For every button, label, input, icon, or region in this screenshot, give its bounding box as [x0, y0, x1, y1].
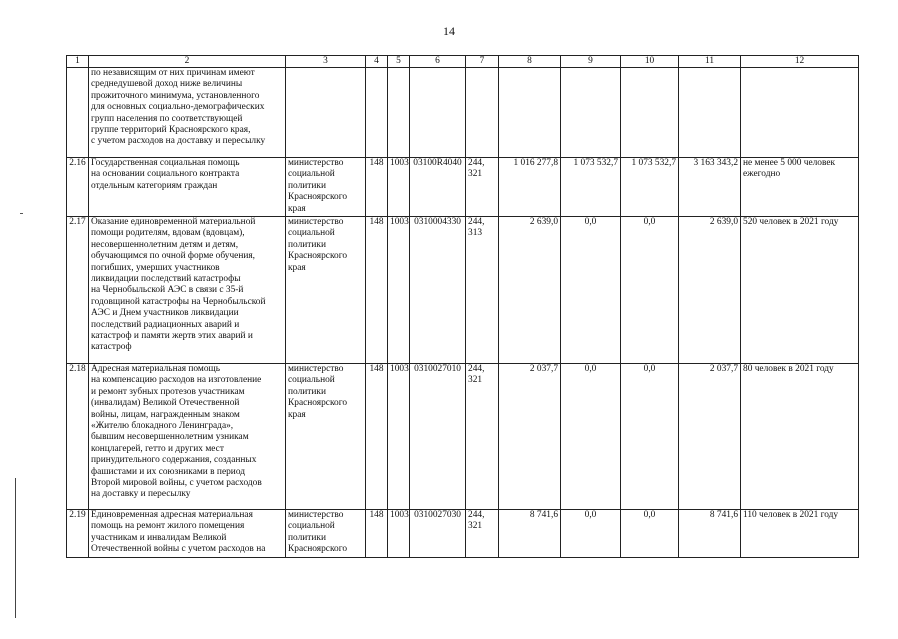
amount-col-10: 0,0 [621, 510, 679, 558]
target-article-code: 0310004330 [410, 217, 466, 364]
column-header-8: 8 [499, 56, 561, 68]
table-row [67, 217, 859, 364]
target-article-code: 03100R4040 [410, 158, 466, 217]
amount-col-10: 1 073 532,7 [621, 158, 679, 217]
amount-col-10: 0,0 [621, 217, 679, 364]
column-header-1: 1 [67, 56, 89, 68]
page-number: 14 [443, 24, 455, 38]
expected-result: 520 человек в 2021 году [741, 217, 859, 364]
section-code: 1003 [388, 364, 410, 510]
amount-col-8: 8 741,6 [499, 510, 561, 558]
table-row [67, 364, 859, 510]
expected-result: 110 человек в 2021 году [741, 510, 859, 558]
row-number: 2.16 [67, 158, 89, 217]
cell-empty [561, 68, 621, 158]
cell-empty [410, 68, 466, 158]
expense-type-code: 244, 321 [466, 158, 499, 217]
executor: министерство социальной политики Красноярского края [286, 158, 366, 217]
amount-col-9: 0,0 [561, 364, 621, 510]
table-row [67, 158, 859, 217]
table-row [67, 510, 859, 558]
expense-type-code: 244, 321 [466, 510, 499, 558]
scan-artifact-dot [20, 213, 23, 214]
column-header-9: 9 [561, 56, 621, 68]
amount-col-9: 1 073 532,7 [561, 158, 621, 217]
continuation-description: по независящим от них причинам имеют среднедушевой доход ниже величины прожиточного минимума, установленного для основных социально-демографических групп населения по соответствующей группе территорий Красноярского края, с учетом расходов на доставку и пересылку [89, 68, 286, 158]
cell-empty [366, 68, 388, 158]
section-code: 1003 [388, 217, 410, 364]
scan-artifact-line [15, 478, 16, 618]
cell-empty [388, 68, 410, 158]
section-code: 1003 [388, 510, 410, 558]
grbs-code: 148 [366, 510, 388, 558]
row-number: 2.19 [67, 510, 89, 558]
column-header-10: 10 [621, 56, 679, 68]
column-header-7: 7 [466, 56, 499, 68]
column-header-4: 4 [366, 56, 388, 68]
row-number: 2.17 [67, 217, 89, 364]
column-header-2: 2 [89, 56, 286, 68]
amount-col-8: 1 016 277,8 [499, 158, 561, 217]
program-measures-table [66, 55, 859, 558]
expense-type-code: 244, 321 [466, 364, 499, 510]
column-header-6: 6 [410, 56, 466, 68]
cell-empty [741, 68, 859, 158]
amount-col-9: 0,0 [561, 217, 621, 364]
cell-empty [499, 68, 561, 158]
section-code: 1003 [388, 158, 410, 217]
column-number-row [67, 56, 859, 68]
executor: министерство социальной политики Красноярского края [286, 364, 366, 510]
measure-description: Государственная социальная помощь на основании социального контракта отдельным категориям граждан [89, 158, 286, 217]
table-row-continuation [67, 68, 859, 158]
column-header-11: 11 [679, 56, 741, 68]
cell-empty [679, 68, 741, 158]
target-article-code: 0310027010 [410, 364, 466, 510]
amount-total: 2 037,7 [679, 364, 741, 510]
amount-total: 8 741,6 [679, 510, 741, 558]
measure-description: Адресная материальная помощь на компенсацию расходов на изготовление и ремонт зубных протезов участникам (инвалидам) Великой Отечественной войны, лицам, награжденным знаком «Жителю блокадного Ленинграда», бывшим несовершеннолетним узникам концлагерей, гетто и других мест принудительного содержания, созданных фашистами и их союзниками в период Второй мировой войны, с учетом расходов на доставку и пересылку [89, 364, 286, 510]
cell-empty [466, 68, 499, 158]
executor: министерство социальной политики Красноярского края [286, 217, 366, 364]
amount-total: 3 163 343,2 [679, 158, 741, 217]
amount-col-8: 2 639,0 [499, 217, 561, 364]
executor: министерство социальной политики Красноярского [286, 510, 366, 558]
amount-col-9: 0,0 [561, 510, 621, 558]
grbs-code: 148 [366, 217, 388, 364]
grbs-code: 148 [366, 158, 388, 217]
cell-empty [621, 68, 679, 158]
expected-result: 80 человек в 2021 году [741, 364, 859, 510]
cell-empty [67, 68, 89, 158]
expense-type-code: 244, 313 [466, 217, 499, 364]
measure-description: Оказание единовременной материальной помощи родителям, вдовам (вдовцам), несовершеннолетним детям и детям, обучающимся по очной форме обучения, погибших, умерших участников ликвидации последствий катастрофы на Чернобыльской АЭС в связи с 35-й годовщиной катастрофы на Чернобыльской АЭС и Днем участников ликвидации последствий радиационных аварий и катастроф и памяти жертв этих аварий и катастроф [89, 217, 286, 364]
measure-description: Единовременная адресная материальная помощь на ремонт жилого помещения участникам и инвалидам Великой Отечественной войны с учетом расходов на [89, 510, 286, 558]
row-number: 2.18 [67, 364, 89, 510]
expected-result: не менее 5 000 человек ежегодно [741, 158, 859, 217]
column-header-3: 3 [286, 56, 366, 68]
column-header-12: 12 [741, 56, 859, 68]
grbs-code: 148 [366, 364, 388, 510]
column-header-5: 5 [388, 56, 410, 68]
target-article-code: 0310027030 [410, 510, 466, 558]
amount-total: 2 639,0 [679, 217, 741, 364]
cell-empty [286, 68, 366, 158]
amount-col-10: 0,0 [621, 364, 679, 510]
amount-col-8: 2 037,7 [499, 364, 561, 510]
